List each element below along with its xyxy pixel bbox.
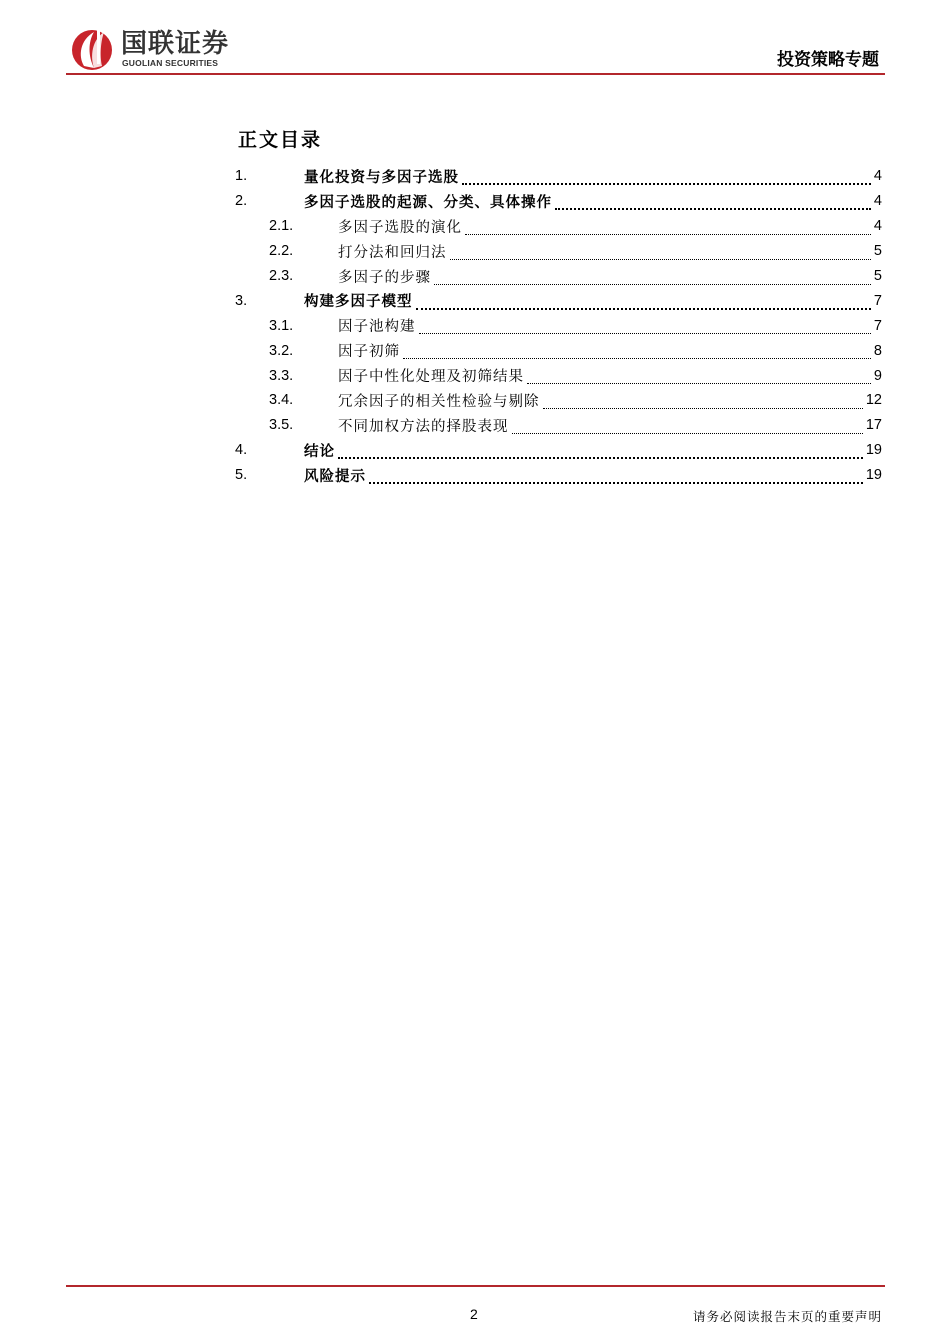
toc-entry-page: 4 bbox=[873, 193, 882, 210]
toc-entry[interactable] bbox=[235, 189, 882, 214]
toc-entry-number: 3.2. bbox=[269, 342, 294, 359]
toc-entry-title: 多因子的步骤 bbox=[338, 269, 431, 286]
toc-dot-leader bbox=[465, 224, 871, 235]
toc-entry-number: 2.3. bbox=[269, 268, 294, 284]
toc-entry[interactable] bbox=[235, 164, 882, 189]
logo-english-name: GUOLIAN SECURITIES bbox=[122, 58, 219, 68]
toc-entry-title: 因子池构建 bbox=[338, 319, 416, 336]
toc-dot-leader bbox=[338, 447, 863, 459]
toc-entry-title: 因子中性化处理及初筛结果 bbox=[338, 369, 524, 386]
toc-entry-page: 19 bbox=[865, 442, 882, 459]
toc-entry-title: 多因子选股的起源、分类、具体操作 bbox=[304, 193, 552, 211]
toc-dot-leader bbox=[555, 198, 871, 210]
toc-entry-page: 17 bbox=[865, 417, 882, 434]
guolian-logo-icon bbox=[70, 26, 114, 72]
toc-entry[interactable] bbox=[235, 288, 882, 313]
toc-entry[interactable] bbox=[235, 363, 882, 388]
toc-entry-page: 7 bbox=[873, 317, 882, 334]
table-of-contents bbox=[235, 164, 882, 488]
toc-dot-leader bbox=[462, 173, 871, 185]
report-type-label: 投资策略专题 bbox=[777, 50, 879, 70]
toc-entry[interactable] bbox=[235, 438, 882, 463]
toc-entry-number: 4. bbox=[235, 442, 248, 459]
toc-dot-leader bbox=[512, 423, 863, 434]
toc-dot-leader bbox=[416, 298, 871, 310]
toc-entry[interactable] bbox=[235, 239, 882, 264]
toc-entry-number: 3.4. bbox=[269, 392, 294, 409]
toc-entry-page: 19 bbox=[865, 467, 882, 484]
toc-entry[interactable] bbox=[235, 388, 882, 413]
toc-entry-page: 12 bbox=[865, 392, 882, 409]
toc-entry-number: 2. bbox=[235, 193, 248, 210]
logo-chinese-name: 国联证券 bbox=[121, 29, 230, 59]
toc-entry[interactable] bbox=[235, 463, 882, 488]
toc-entry-page: 4 bbox=[873, 218, 882, 235]
toc-entry-page: 9 bbox=[873, 367, 882, 384]
toc-entry-number: 3. bbox=[235, 292, 248, 309]
toc-entry[interactable] bbox=[235, 413, 882, 438]
toc-entry-title: 打分法和回归法 bbox=[338, 244, 447, 261]
toc-entry-title: 因子初筛 bbox=[338, 344, 400, 361]
toc-entry-number: 2.1. bbox=[269, 218, 294, 235]
toc-entry-number: 3.5. bbox=[269, 417, 294, 434]
toc-entry[interactable] bbox=[235, 264, 882, 289]
toc-dot-leader bbox=[403, 348, 871, 359]
toc-entry-page: 5 bbox=[873, 268, 882, 284]
toc-entry-page: 7 bbox=[873, 292, 882, 309]
toc-entry-number: 1. bbox=[235, 168, 248, 185]
toc-title: 正文目录 bbox=[238, 129, 323, 151]
toc-dot-leader bbox=[450, 249, 871, 260]
toc-entry[interactable] bbox=[235, 214, 882, 239]
toc-dot-leader bbox=[527, 373, 871, 384]
toc-entry-title: 结论 bbox=[304, 442, 335, 460]
toc-entry-number: 3.1. bbox=[269, 317, 294, 334]
toc-entry-page: 5 bbox=[873, 243, 882, 260]
footer-divider bbox=[66, 1285, 885, 1287]
toc-entry-title: 风险提示 bbox=[304, 467, 366, 485]
page-header bbox=[66, 20, 885, 76]
toc-entry[interactable] bbox=[235, 338, 882, 363]
header-divider bbox=[66, 73, 885, 75]
toc-entry-number: 3.3. bbox=[269, 367, 294, 384]
toc-dot-leader bbox=[434, 274, 871, 285]
footer-disclaimer: 请务必阅读报告末页的重要声明 bbox=[692, 1309, 882, 1324]
toc-dot-leader bbox=[419, 323, 871, 334]
toc-entry-page: 8 bbox=[873, 342, 882, 359]
toc-entry-title: 冗余因子的相关性检验与剔除 bbox=[338, 393, 540, 410]
toc-dot-leader bbox=[543, 398, 863, 409]
toc-entry-number: 2.2. bbox=[269, 243, 294, 260]
toc-entry-title: 构建多因子模型 bbox=[304, 293, 413, 311]
toc-entry-title: 量化投资与多因子选股 bbox=[304, 168, 459, 186]
toc-entry[interactable] bbox=[235, 313, 882, 338]
toc-entry-title: 不同加权方法的择股表现 bbox=[338, 418, 509, 435]
toc-entry-number: 5. bbox=[235, 467, 248, 484]
toc-entry-page: 4 bbox=[873, 168, 882, 185]
toc-dot-leader bbox=[369, 472, 863, 484]
page-number: 2 bbox=[470, 1306, 478, 1322]
toc-entry-title: 多因子选股的演化 bbox=[338, 219, 462, 236]
